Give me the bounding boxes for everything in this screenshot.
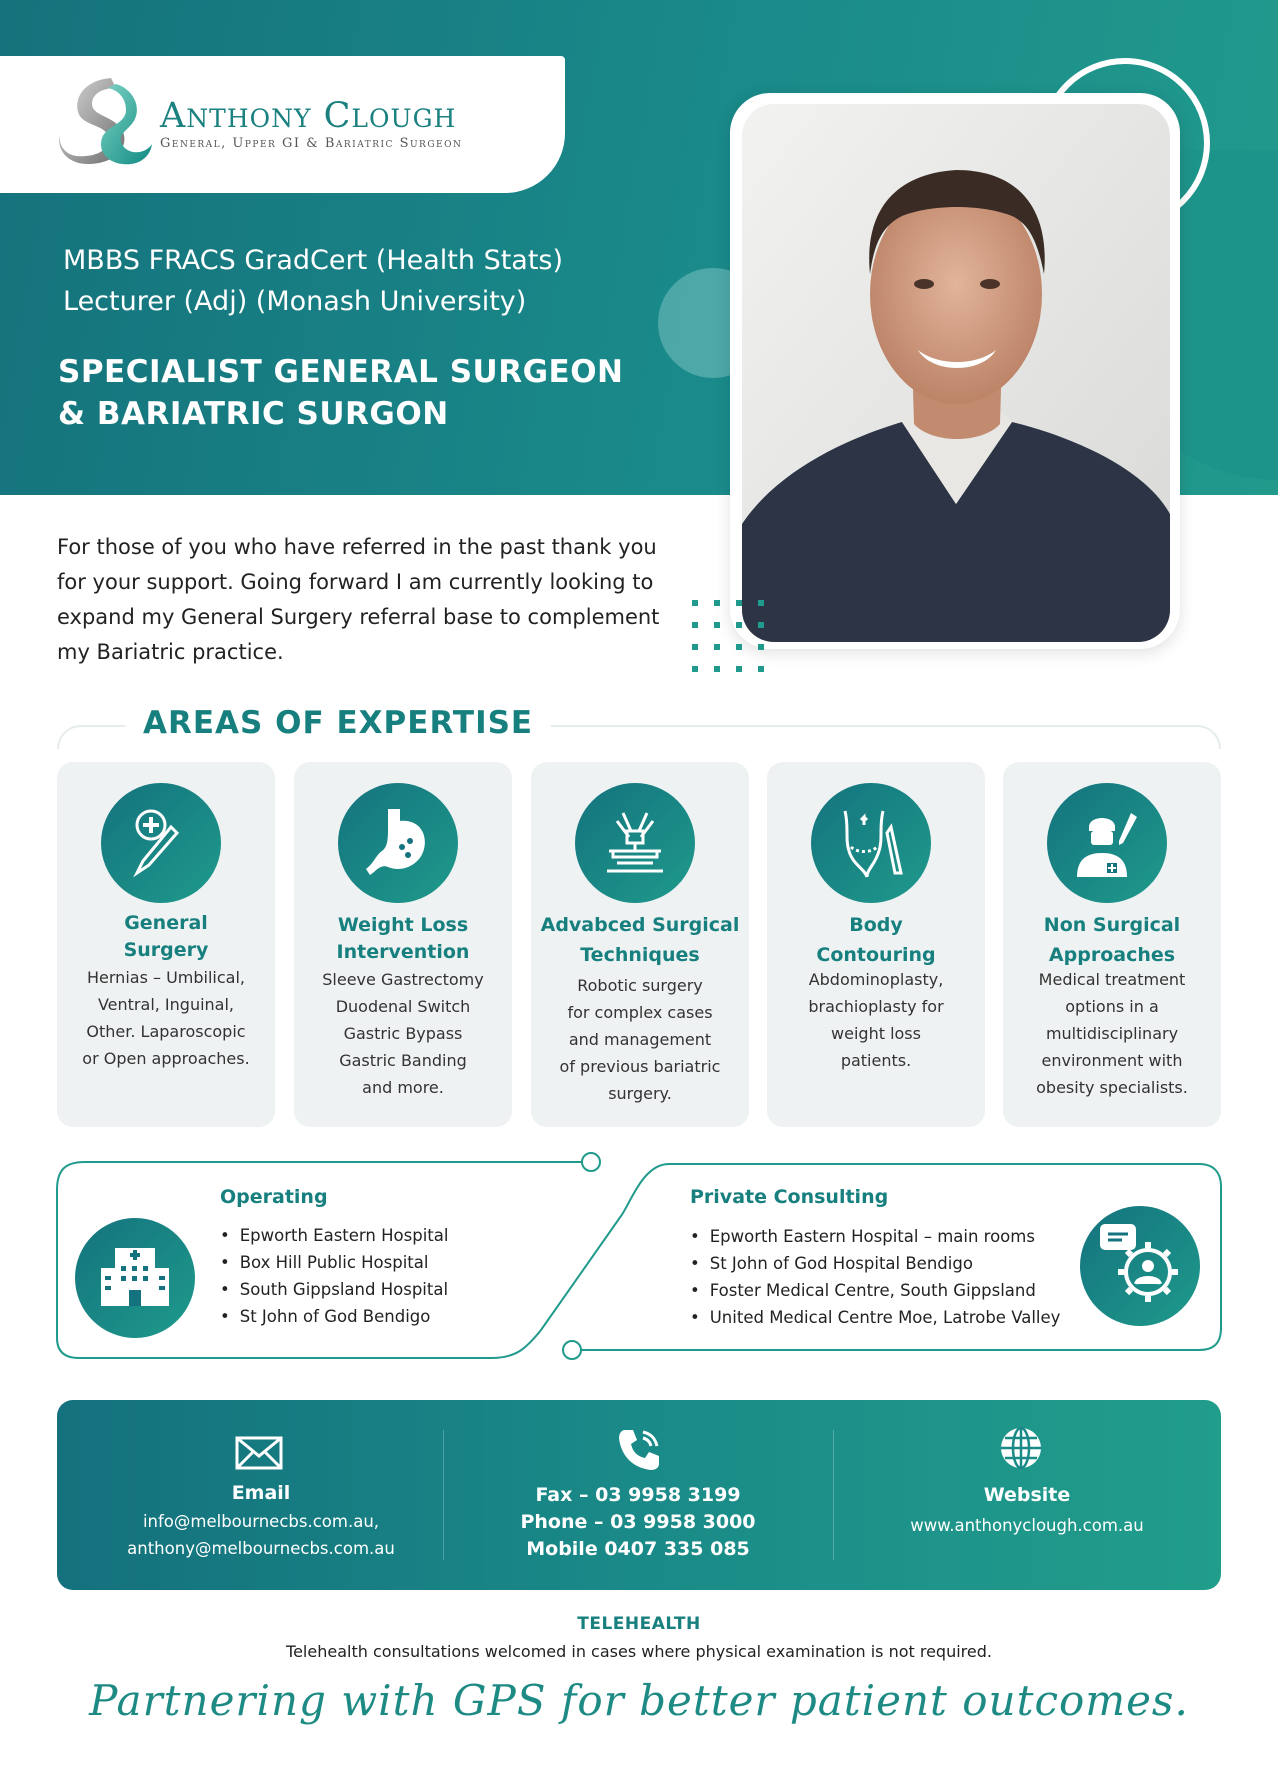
consulting-list bbox=[690, 1223, 1060, 1331]
email-link[interactable]: info@melbournecbs.com.au, bbox=[142, 1512, 380, 1531]
credentials-line: MBBS FRACS GradCert (Health Stats) bbox=[63, 245, 564, 276]
email-link[interactable]: anthony@melbournecbs.com.au bbox=[127, 1539, 395, 1558]
phone-number[interactable]: Phone – 03 9958 3000 bbox=[520, 1511, 756, 1533]
expertise-card-non-surgical bbox=[1003, 762, 1221, 1127]
body-contour-icon bbox=[811, 783, 931, 903]
card-text: or Open approaches. bbox=[82, 1049, 250, 1068]
logo-mark-icon bbox=[56, 74, 156, 166]
card-text: obesity specialists. bbox=[1036, 1078, 1188, 1097]
card-title: Advabced Surgical bbox=[540, 914, 740, 936]
website-link[interactable]: www.anthonyclough.com.au bbox=[910, 1516, 1144, 1535]
website-title: Website bbox=[983, 1484, 1071, 1506]
card-title: Body bbox=[849, 914, 903, 936]
role-title: & BARIATRIC SURGON bbox=[58, 396, 449, 432]
card-text: of previous bariatric bbox=[559, 1057, 721, 1076]
phone-icon bbox=[613, 1424, 665, 1476]
list-item: • United Medical Centre Moe, Latrobe Valley bbox=[690, 1304, 1060, 1331]
list-item: • St John of God Bendigo bbox=[220, 1303, 448, 1330]
card-text: Gastric Banding bbox=[339, 1051, 467, 1070]
card-text: Sleeve Gastrectomy bbox=[322, 970, 484, 989]
hospital-icon bbox=[75, 1218, 195, 1338]
consulting-gear-icon bbox=[1080, 1206, 1200, 1326]
card-text: Hernias – Umbilical, bbox=[87, 968, 245, 987]
card-text: options in a bbox=[1065, 997, 1159, 1016]
mobile-number[interactable]: Mobile 0407 335 085 bbox=[526, 1538, 750, 1560]
telehealth-title: TELEHEALTH bbox=[577, 1614, 701, 1634]
operating-list bbox=[220, 1222, 448, 1330]
card-text: Other. Laparoscopic bbox=[86, 1022, 246, 1041]
card-title: Non Surgical bbox=[1043, 914, 1181, 936]
card-text: weight loss bbox=[831, 1024, 921, 1043]
email-title: Email bbox=[231, 1482, 291, 1504]
card-title: Contouring bbox=[816, 944, 936, 966]
decor-dots bbox=[690, 598, 780, 678]
card-title: Techniques bbox=[580, 944, 700, 966]
operating-title: Operating bbox=[220, 1186, 328, 1208]
envelope-icon bbox=[233, 1426, 285, 1478]
section-title: AREAS OF EXPERTISE bbox=[125, 705, 551, 741]
telehealth-text: Telehealth consultations welcomed in cases where physical examination is not required. bbox=[286, 1642, 992, 1661]
card-text: brachioplasty for bbox=[808, 997, 944, 1016]
card-title: General bbox=[124, 912, 208, 934]
card-text: Robotic surgery bbox=[577, 976, 703, 995]
list-item: • Box Hill Public Hospital bbox=[220, 1249, 448, 1276]
stomach-icon bbox=[338, 783, 458, 903]
list-item: • Epworth Eastern Hospital – main rooms bbox=[690, 1223, 1060, 1250]
doctor-icon bbox=[1047, 783, 1167, 903]
card-text: for complex cases bbox=[567, 1003, 713, 1022]
card-text: patients. bbox=[840, 1051, 912, 1070]
card-text: environment with bbox=[1041, 1051, 1183, 1070]
intro-paragraph: For those of you who have referred in the past thank you for your support. Going forward I am currently looking to expand my General Surgery referral base to complement my Bariatric practice. bbox=[57, 535, 660, 664]
card-title: Weight Loss bbox=[337, 914, 469, 936]
card-text: Ventral, Inguinal, bbox=[97, 995, 235, 1014]
card-text: Duodenal Switch bbox=[335, 997, 471, 1016]
list-item: • St John of God Hospital Bendigo bbox=[690, 1250, 1060, 1277]
portrait-photo bbox=[742, 104, 1170, 642]
card-text: surgery. bbox=[608, 1084, 672, 1103]
card-title: Surgery bbox=[123, 939, 209, 961]
globe-icon bbox=[995, 1422, 1047, 1474]
card-title: Approaches bbox=[1048, 944, 1176, 966]
list-item: • South Gippsland Hospital bbox=[220, 1276, 448, 1303]
scalpel-icon bbox=[101, 783, 221, 903]
card-text: Medical treatment bbox=[1038, 970, 1186, 989]
card-text: multidisciplinary bbox=[1045, 1024, 1179, 1043]
card-text: and more. bbox=[362, 1078, 444, 1097]
card-text: Abdominoplasty, bbox=[808, 970, 944, 989]
expertise-card-weight-loss bbox=[294, 762, 512, 1127]
list-item: • Epworth Eastern Hospital bbox=[220, 1222, 448, 1249]
fax-number: Fax – 03 9958 3199 bbox=[535, 1484, 741, 1506]
role-title: SPECIALIST GENERAL SURGEON bbox=[58, 354, 624, 390]
brand-tagline: General, Upper GI & Bariatric Surgeon bbox=[160, 136, 463, 151]
robot-surgery-icon bbox=[575, 783, 695, 903]
consulting-title: Private Consulting bbox=[690, 1186, 889, 1208]
card-title: Intervention bbox=[336, 941, 470, 963]
expertise-card-advanced-surgical bbox=[531, 762, 749, 1127]
expertise-card-general-surgery bbox=[57, 762, 275, 1127]
card-text: Gastric Bypass bbox=[343, 1024, 463, 1043]
card-text: and management bbox=[568, 1030, 712, 1049]
brand-name: Anthony Clough bbox=[160, 96, 457, 136]
list-item: • Foster Medical Centre, South Gippsland bbox=[690, 1277, 1060, 1304]
expertise-card-body-contouring bbox=[767, 762, 985, 1127]
tagline: Partnering with GPS for better patient outcomes. bbox=[89, 1676, 1189, 1725]
credentials-line: Lecturer (Adj) (Monash University) bbox=[63, 286, 527, 317]
